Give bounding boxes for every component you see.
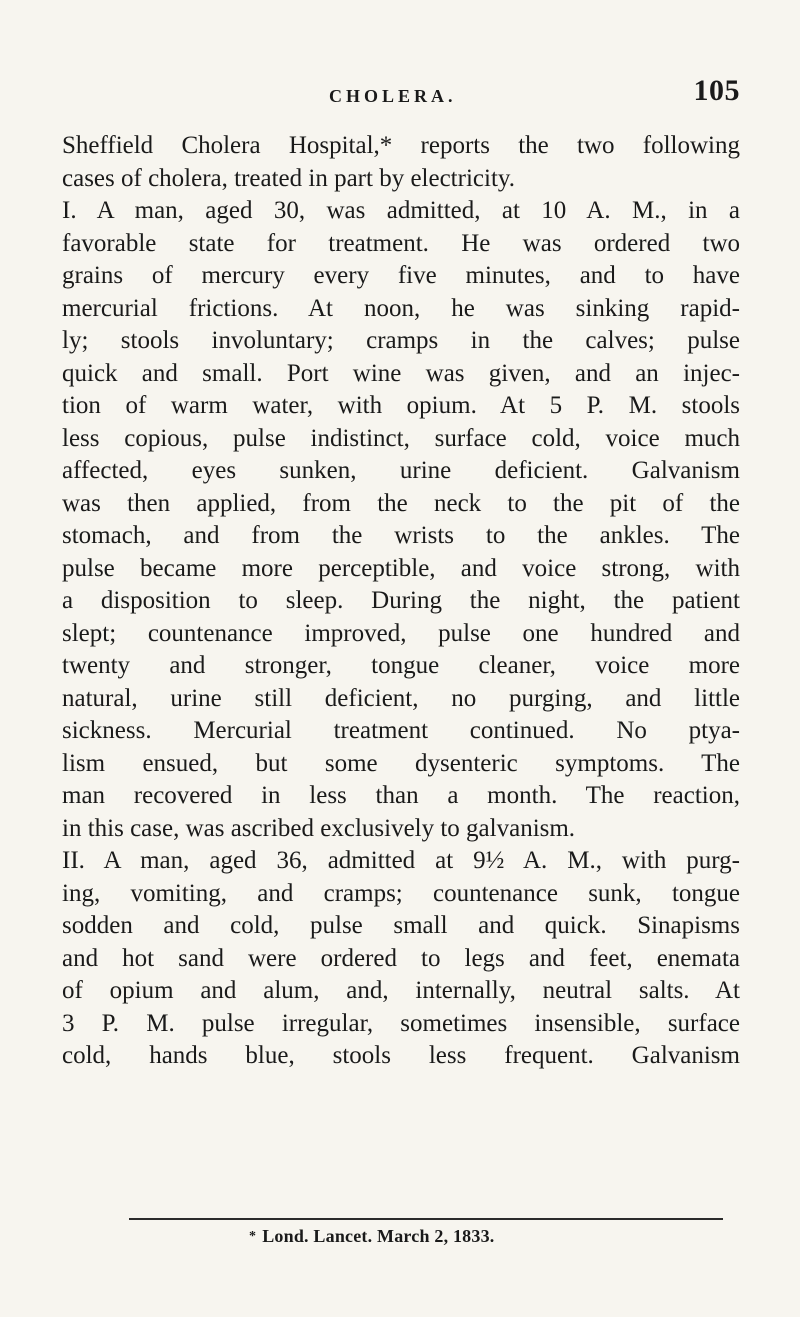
text-line: was then applied, from the neck to the pit of the xyxy=(62,489,740,517)
text-line: 3 P. M. pulse irregular, sometimes insensible, surface xyxy=(62,1009,740,1037)
body-text xyxy=(62,130,740,1073)
text-line: slept; countenance improved, pulse one hundred and xyxy=(62,619,740,647)
text-line: Sheffield Cholera Hospital,* reports the two following xyxy=(62,132,740,159)
running-title: CHOLERA. xyxy=(329,86,457,106)
text-line: a disposition to sleep. During the night, the patient xyxy=(62,587,740,614)
text-line: pulse became more perceptible, and voice strong, with xyxy=(62,554,740,582)
text-line: sickness. Mercurial treatment continued. No ptya- xyxy=(62,717,740,744)
footnote-mark: * xyxy=(249,1229,257,1244)
text-line: favorable state for treatment. He was ordered two xyxy=(62,229,740,257)
text-line: man recovered in less than a month. The reaction, xyxy=(62,782,740,809)
text-line: I. A man, aged 30, was admitted, at 10 A. M., in a xyxy=(62,197,740,224)
text-line: in this case, was ascribed exclusively to galvanism. xyxy=(62,814,576,842)
text-line: stomach, and from the wrists to the ankles. The xyxy=(62,522,740,549)
footnote-rule xyxy=(129,1218,723,1220)
running-head xyxy=(62,72,740,122)
text-line: grains of mercury every five minutes, and to have xyxy=(62,262,740,289)
text-line: cases of cholera, treated in part by electricity. xyxy=(62,164,516,192)
text-line: and hot sand were ordered to legs and feet, enemata xyxy=(62,944,740,972)
footnote xyxy=(249,1226,494,1247)
text-line: II. A man, aged 36, admitted at 9½ A. M., with purg- xyxy=(62,847,740,874)
text-line: cold, hands blue, stools less frequent. Galvanism xyxy=(62,1042,740,1069)
text-line: affected, eyes sunken, urine deficient. Galvanism xyxy=(62,457,740,484)
text-line: lism ensued, but some dysenteric symptoms. The xyxy=(62,749,740,777)
text-line: natural, urine still deficient, no purging, and little xyxy=(62,684,740,712)
text-line: mercurial frictions. At noon, he was sinking rapid- xyxy=(62,294,740,322)
text-line: quick and small. Port wine was given, and an injec- xyxy=(62,359,740,387)
text-line: ly; stools involuntary; cramps in the calves; pulse xyxy=(62,327,740,354)
text-line: of opium and alum, and, internally, neutral salts. At xyxy=(62,977,740,1004)
page-number: 105 xyxy=(693,74,740,107)
text-line: sodden and cold, pulse small and quick. Sinapisms xyxy=(62,912,740,939)
text-line: less copious, pulse indistinct, surface cold, voice much xyxy=(62,424,740,452)
text-line: twenty and stronger, tongue cleaner, voice more xyxy=(62,652,740,679)
footnote-text: Lond. Lancet. March 2, 1833. xyxy=(262,1226,495,1246)
text-line: ing, vomiting, and cramps; countenance sunk, tongue xyxy=(62,879,740,907)
text-line: tion of warm water, with opium. At 5 P. M. stools xyxy=(62,392,740,419)
